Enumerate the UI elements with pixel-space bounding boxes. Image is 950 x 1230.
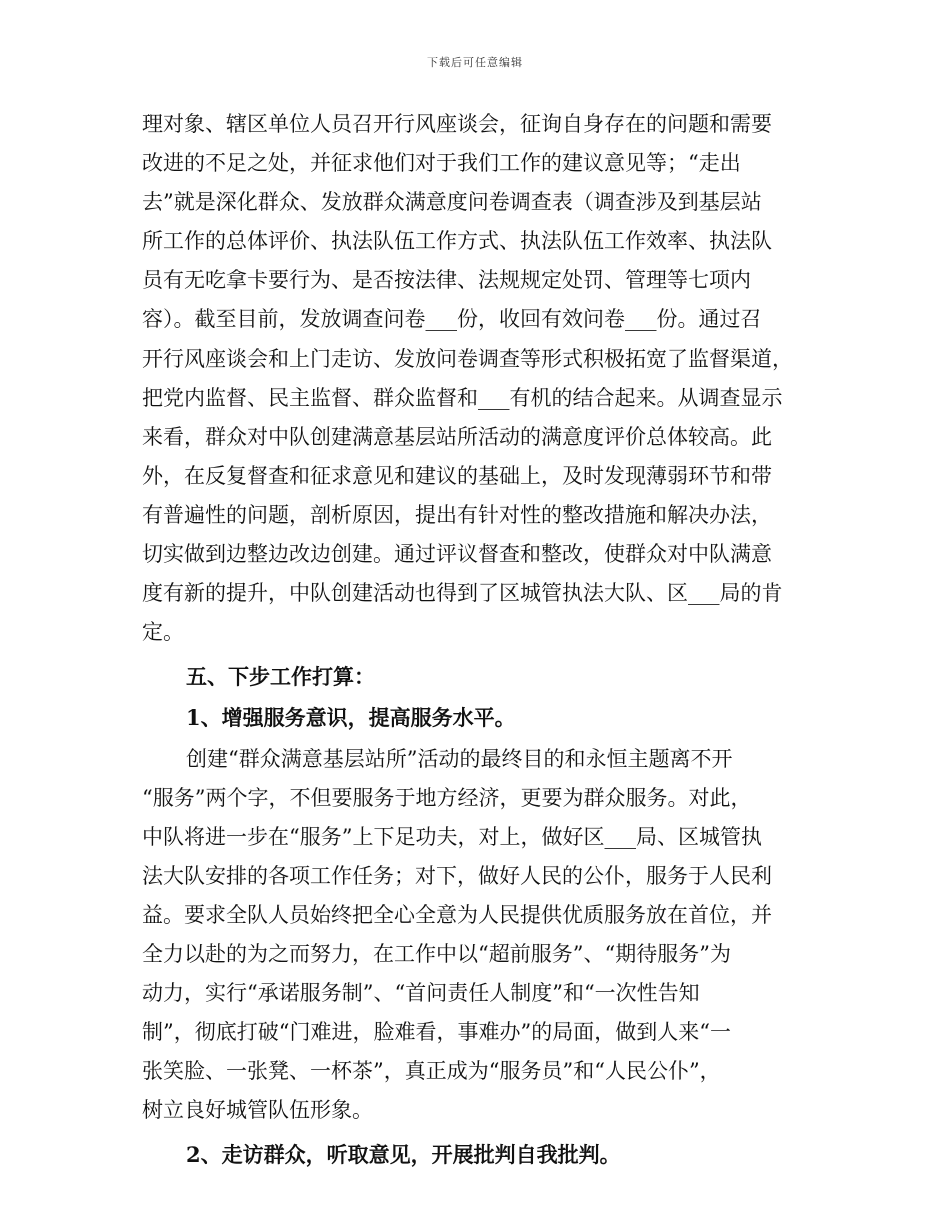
text-line: 度有新的提升，中队创建活动也得到了区城管执法大队、区___局的肯 xyxy=(142,581,783,606)
document-body xyxy=(142,105,822,1175)
text-line: 益。要求全队人员始终把全心全意为人民提供优质服务放在首位，并 xyxy=(142,902,772,927)
text-line: 动力，实行“承诺服务制”、“首问责任人制度”和“一次性告知 xyxy=(142,981,700,1006)
paragraph-1 xyxy=(142,105,822,652)
header-note: 下载后可任意编辑 xyxy=(427,56,523,69)
sub-heading: 2、走访群众，听取意见，开展批判自我批判。 xyxy=(186,1142,621,1168)
text-line: 员有无吃拿卡要行为、是否按法律、法规规定处罚、管理等七项内 xyxy=(142,268,751,293)
text-line: 外，在反复督查和征求意见和建议的基础上，及时发现薄弱环节和带 xyxy=(142,463,772,488)
text-line: 把党内监督、民主监督、群众监督和___有机的结合起来。从调查显示 xyxy=(142,385,783,410)
section-heading: 五、下步工作打算： xyxy=(186,664,375,690)
text-line: 来看，群众对中队创建满意基层站所活动的满意度评价总体较高。此 xyxy=(142,424,772,449)
text-line: 去”就是深化群众、发放群众满意度问卷调查表（调查涉及到基层站 xyxy=(142,190,762,215)
text-line: 法大队安排的各项工作任务；对下，做好人民的公仆，服务于人民利 xyxy=(142,863,772,888)
paragraph-2 xyxy=(142,740,822,1131)
text-line: 改进的不足之处，并征求他们对于我们工作的建议意见等；“走出 xyxy=(142,151,741,176)
text-line: 制”，彻底打破“门难进，脸难看，事难办”的局面，做到人来“一 xyxy=(142,1020,731,1045)
text-line: 中队将进一步在“服务”上下足功夫，对上，做好区___局、区城管执 xyxy=(142,824,762,849)
text-line: 树立良好城管队伍形象。 xyxy=(142,1098,373,1123)
text-line: 理对象、辖区单位人员召开行风座谈会，征询自身存在的问题和需要 xyxy=(142,112,772,136)
text-line: 开行风座谈会和上门走访、发放问卷调查等形式积极拓宽了监督渠道， xyxy=(142,346,793,371)
text-line: 有普遍性的问题，剖析原因，提出有针对性的整改措施和解决办法， xyxy=(142,502,772,527)
text-line: “服务”两个字，不但要服务于地方经济，更要为群众服务。对此， xyxy=(142,785,752,810)
text-line: 全力以赴的为之而努力，在工作中以“超前服务”、“期待服务”为 xyxy=(142,941,731,966)
text-line: 容）。截至目前，发放调查问卷___份，收回有效问卷___份。通过召 xyxy=(142,307,762,332)
text-line: 所工作的总体评价、执法队伍工作方式、执法队伍工作效率、执法队 xyxy=(142,229,772,254)
text-line: 创建“群众满意基层站所”活动的最终目的和永恒主题离不开 xyxy=(186,746,733,771)
text-line: 定。 xyxy=(142,620,184,645)
sub-heading: 1、增强服务意识，提高服务水平。 xyxy=(186,705,516,731)
text-line: 张笑脸、一张凳、一杯茶”，真正成为“服务员”和“人民公仆”， xyxy=(142,1059,721,1084)
text-line: 切实做到边整边改边创建。通过评议督查和整改，使群众对中队满意 xyxy=(142,542,772,567)
